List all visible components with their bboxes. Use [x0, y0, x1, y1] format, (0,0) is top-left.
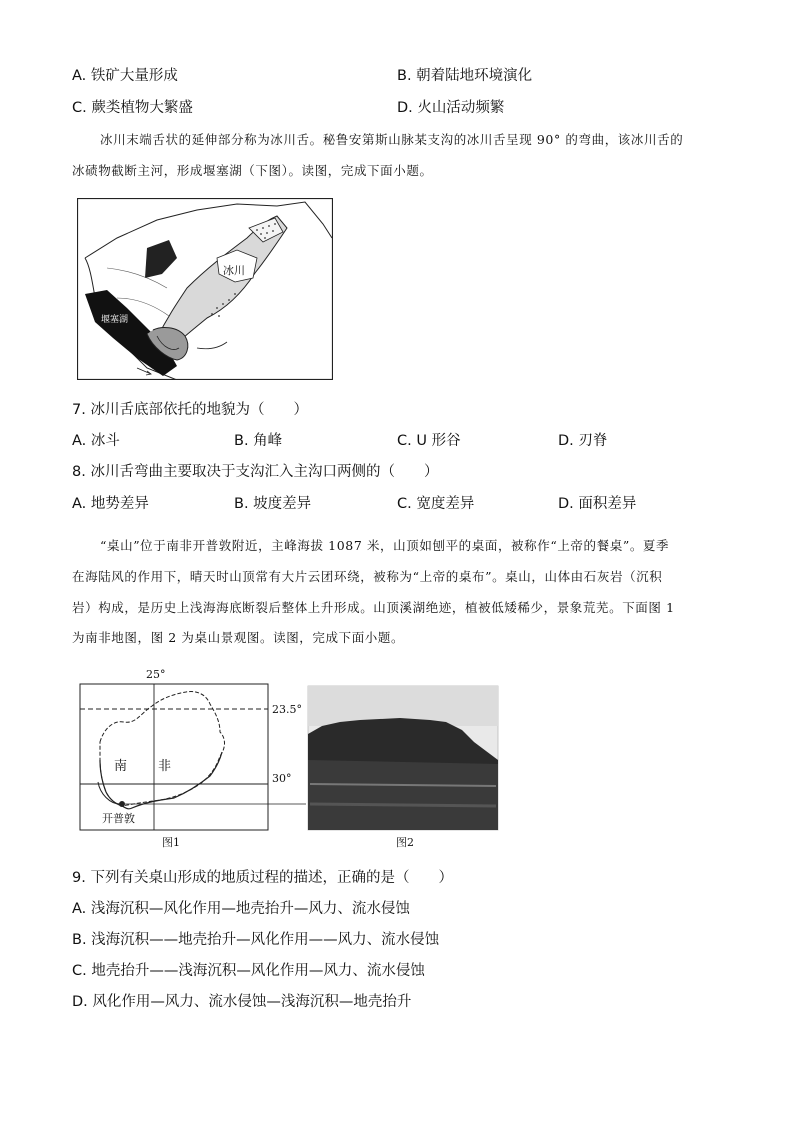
passage2-line2: 在海陆风的作用下，晴天时山顶常有大片云团环绕，被称为“上帝的桌布”。桌山，山体由石灰岩（沉积	[72, 569, 663, 584]
q6-option-c: C. 蕨类植物大繁盛	[72, 100, 193, 116]
q9-option-d: D. 风化作用—风力、流水侵蚀—浅海沉积—地壳抬升	[72, 994, 412, 1010]
passage2-line3: 岩）构成，是历史上浅海海底断裂后整体上升形成。山顶溪湖绝迹，植被低矮稀少，景象荒芜。下面图 1	[72, 600, 675, 615]
passage1-line2: 冰碛物截断主河，形成堰塞湖（下图）。读图，完成下面小题。	[72, 163, 433, 178]
q8-option-d: D. 面积差异	[558, 496, 637, 512]
glacier-label: 冰川	[223, 264, 245, 277]
glacier-figure	[77, 198, 333, 380]
q9-option-b: B. 浅海沉积——地壳抬升—风化作用——风力、流水侵蚀	[72, 932, 440, 948]
q6-option-d: D. 火山活动频繁	[397, 100, 505, 116]
passage1-line1: 冰川末端舌状的延伸部分称为冰川舌。秘鲁安第斯山脉某支沟的冰川舌呈现 90° 的弯曲，该冰川舌的	[100, 132, 684, 147]
q9-option-c: C. 地壳抬升——浅海沉积—风化作用—风力、流水侵蚀	[72, 963, 425, 979]
q8-option-a: A. 地势差异	[72, 496, 149, 512]
q7-option-d: D. 刃脊	[558, 433, 608, 449]
q9-option-a: A. 浅海沉积—风化作用—地壳抬升—风力、流水侵蚀	[72, 901, 410, 917]
country-label-right: 非	[158, 759, 172, 774]
lat-23-5-label: 23.5°	[272, 703, 302, 716]
passage2-line1: “桌山”位于南非开普敦附近，主峰海拔 1087 米，山顶如刨平的桌面，被称作“上帝的餐桌”。夏季	[100, 538, 670, 553]
lat-30-label: 30°	[272, 772, 292, 785]
country-label-left: 南	[114, 759, 128, 774]
fig1-caption: 图1	[162, 836, 180, 849]
lake-label: 堰塞湖	[101, 315, 129, 325]
q7-stem: 7. 冰川舌底部依托的地貌为（ ）	[72, 402, 308, 418]
q7-option-a: A. 冰斗	[72, 433, 120, 449]
q7-option-c: C. U 形谷	[397, 433, 461, 449]
q9-stem: 9. 下列有关桌山形成的地质过程的描述，正确的是（ ）	[72, 870, 453, 886]
q8-option-c: C. 宽度差异	[397, 496, 475, 512]
fig2-caption: 图2	[396, 836, 414, 849]
passage2-line4: 为南非地图，图 2 为桌山景观图。读图，完成下面小题。	[72, 630, 405, 645]
q8-stem: 8. 冰川舌弯曲主要取决于支沟汇入主沟口两侧的（ ）	[72, 464, 439, 480]
cape-town-label: 开普敦	[102, 812, 135, 825]
q7-option-b: B. 角峰	[234, 433, 283, 449]
q6-option-a: A. 铁矿大量形成	[72, 68, 178, 84]
q8-option-b: B. 坡度差异	[234, 496, 312, 512]
q6-option-b: B. 朝着陆地环境演化	[397, 68, 533, 84]
lon-25-label: 25°	[146, 668, 166, 681]
map-and-photo-figure	[70, 664, 510, 854]
